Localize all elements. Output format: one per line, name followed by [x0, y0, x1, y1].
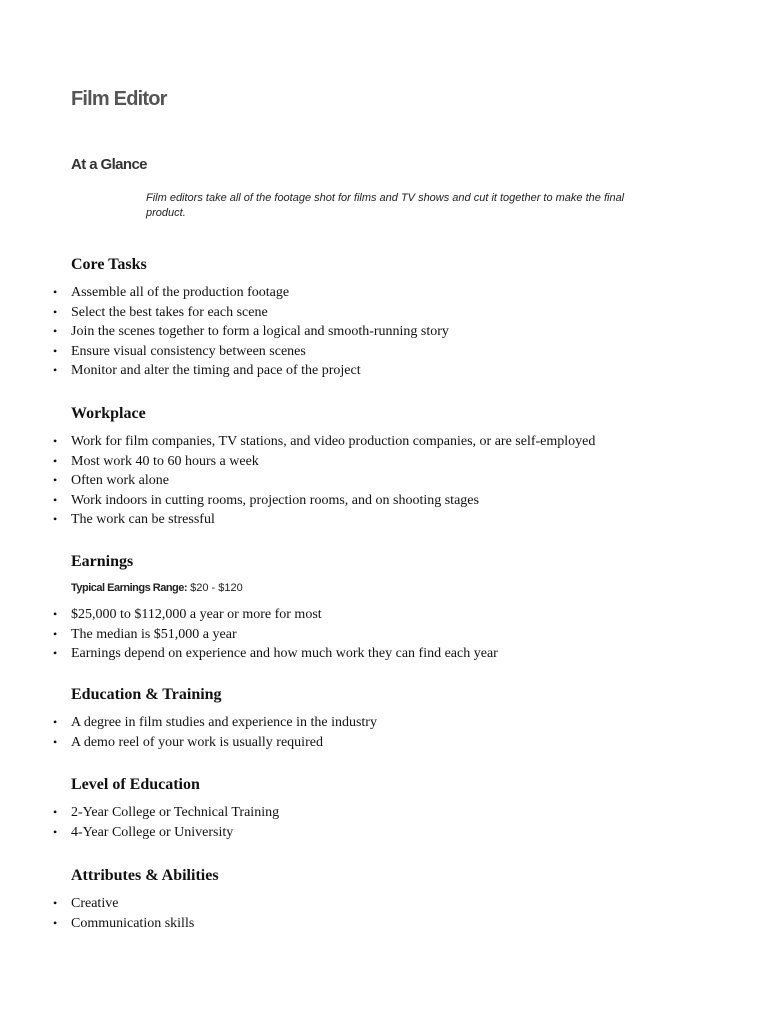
bullet-icon: • [53, 363, 58, 377]
earnings-section [0, 552, 768, 664]
list-item-text: Monitor and alter the timing and pace of the project [71, 363, 361, 378]
list-item [0, 510, 768, 530]
list-item [0, 713, 768, 733]
bullet-icon: • [53, 715, 58, 729]
workplace-section [0, 404, 768, 530]
list-item [0, 361, 768, 381]
education-training-section [0, 685, 768, 752]
workplace-list [0, 432, 768, 530]
bullet-icon: • [53, 734, 58, 749]
list-item-text: Ensure visual consistency between scenes [71, 343, 306, 359]
bullet-icon: • [53, 512, 58, 526]
bullet-icon: • [53, 453, 58, 468]
core-tasks-list [0, 283, 768, 381]
education-training-heading: Education & Training [71, 686, 222, 703]
bullet-icon: • [53, 492, 58, 507]
list-item-text: Creative [71, 896, 119, 911]
list-item-text: 4-Year College or University [71, 824, 234, 840]
bullet-icon: • [53, 915, 58, 930]
list-item-text: $25,000 to $112,000 a year or more for most [71, 607, 322, 622]
list-item-text: Join the scenes together to form a logical and smooth-running story [71, 324, 449, 339]
level-of-education-list [0, 803, 768, 842]
attributes-abilities-list [0, 894, 768, 933]
list-item-text: Communication skills [71, 915, 195, 931]
education-training-list [0, 713, 768, 752]
level-of-education-section [0, 775, 768, 842]
list-item-text: Work for film companies, TV stations, and video production companies, or are self-employed [71, 434, 596, 449]
workplace-heading: Workplace [71, 405, 146, 422]
bullet-icon: • [53, 896, 58, 910]
earnings-range-value: $20 - $120 [187, 582, 243, 594]
attributes-abilities-heading: Attributes & Abilities [71, 867, 219, 884]
core-tasks-section [0, 255, 768, 381]
core-tasks-heading: Core Tasks [71, 256, 147, 273]
list-item [0, 625, 768, 645]
bullet-icon: • [53, 805, 58, 819]
earnings-heading: Earnings [71, 553, 134, 570]
list-item-text: Often work alone [71, 473, 169, 488]
bullet-icon: • [53, 473, 58, 487]
list-item [0, 823, 768, 843]
list-item [0, 283, 768, 303]
list-item-text: A demo reel of your work is usually required [71, 734, 323, 750]
list-item [0, 605, 768, 625]
list-item [0, 303, 768, 323]
bullet-icon: • [53, 646, 58, 660]
list-item [0, 471, 768, 491]
level-of-education-heading: Level of Education [71, 776, 200, 793]
list-item-text: 2-Year College or Technical Training [71, 805, 280, 820]
list-item [0, 491, 768, 511]
list-item [0, 914, 768, 934]
list-item [0, 342, 768, 362]
list-item-text: The median is $51,000 a year [71, 626, 237, 642]
list-item [0, 432, 768, 452]
earnings-range [71, 581, 768, 595]
bullet-icon: • [53, 343, 58, 358]
list-item [0, 894, 768, 914]
bullet-icon: • [53, 304, 58, 319]
bullet-icon: • [53, 824, 58, 839]
list-item-text: Earnings depend on experience and how much work they can find each year [71, 646, 498, 661]
attributes-abilities-section [0, 866, 768, 933]
list-item-text: Assemble all of the production footage [71, 285, 290, 300]
list-item-text: Work indoors in cutting rooms, projection rooms, and on shooting stages [71, 492, 479, 508]
list-item-text: Most work 40 to 60 hours a week [71, 453, 259, 469]
at-a-glance-text: Film editors take all of the footage shot for films and TV shows and cut it together to make the final product. [146, 192, 625, 219]
earnings-list [0, 605, 768, 664]
page-title: Film Editor [71, 88, 167, 110]
bullet-icon: • [53, 285, 58, 299]
list-item [0, 644, 768, 664]
earnings-range-label: Typical Earnings Range: [71, 582, 188, 594]
list-item [0, 733, 768, 753]
list-item-text: The work can be stressful [71, 512, 215, 527]
bullet-icon: • [53, 607, 58, 621]
bullet-icon: • [53, 434, 58, 448]
list-item [0, 452, 768, 472]
at-a-glance-heading: At a Glance [71, 156, 147, 173]
list-item [0, 322, 768, 342]
list-item [0, 803, 768, 823]
list-item-text: Select the best takes for each scene [71, 304, 268, 320]
list-item-text: A degree in film studies and experience in the industry [71, 715, 377, 730]
bullet-icon: • [53, 626, 58, 641]
bullet-icon: • [53, 324, 58, 338]
